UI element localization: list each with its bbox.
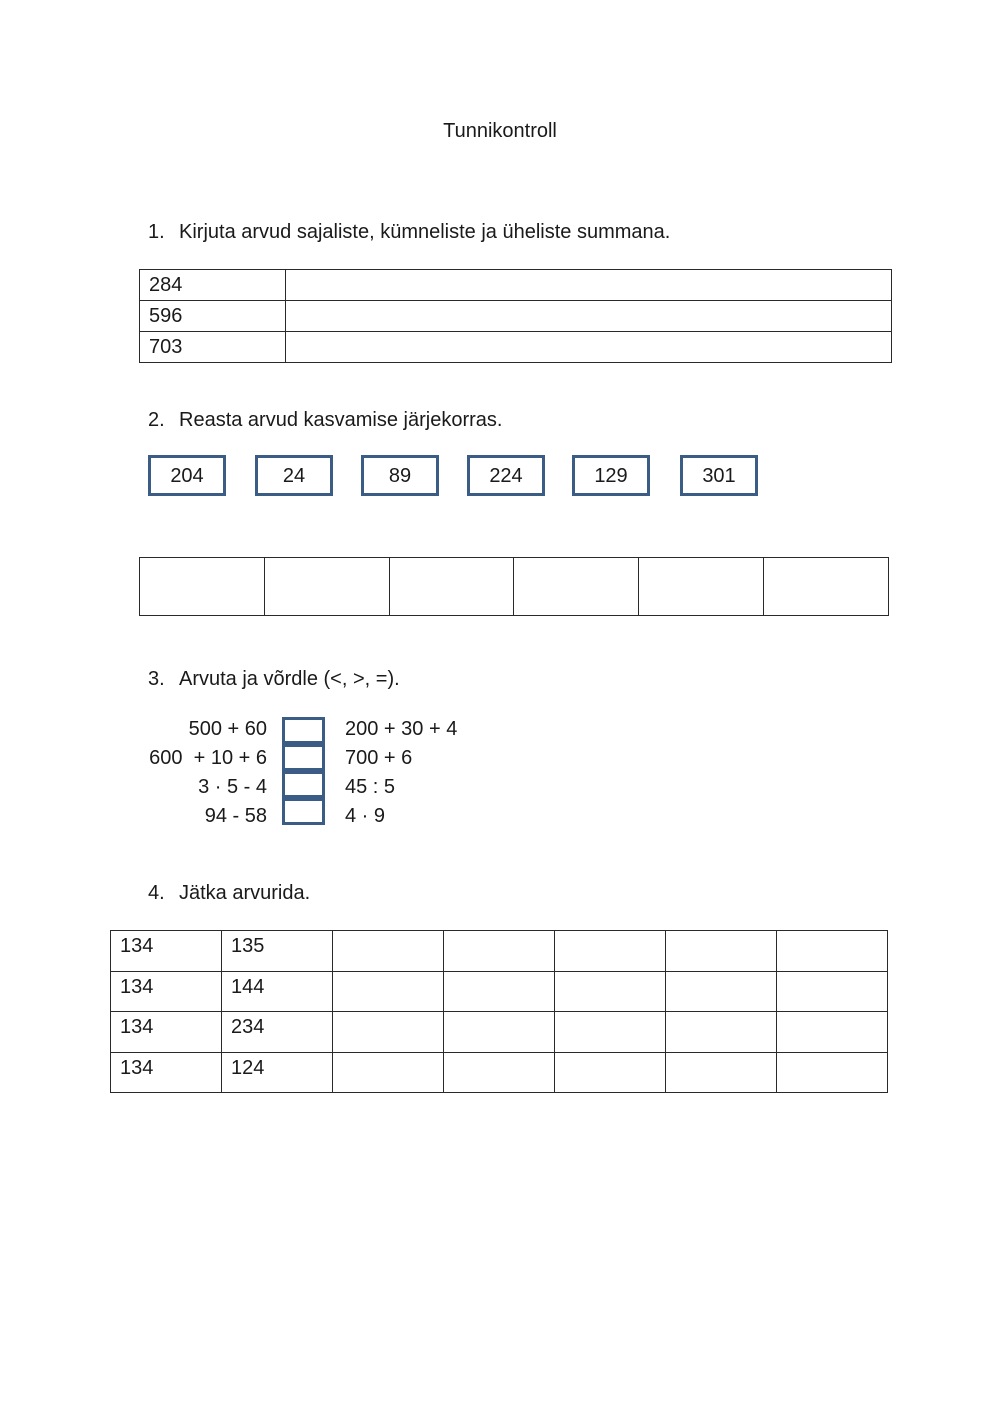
- answer-cell[interactable]: [666, 1012, 777, 1053]
- comparison-left-column: [100, 715, 267, 831]
- comparison-answer-box[interactable]: [282, 798, 325, 825]
- question-4-text: Jätka arvurida.: [179, 882, 311, 904]
- question-2-number: 2.: [148, 409, 165, 431]
- answer-cell[interactable]: [555, 1052, 666, 1093]
- answer-cell[interactable]: [286, 301, 892, 332]
- table-row: [111, 1012, 888, 1053]
- decomposition-table: [139, 269, 892, 363]
- number-cell: 703: [140, 332, 286, 363]
- expression-right: 4 · 9: [345, 805, 386, 827]
- table-row: [140, 301, 892, 332]
- sequence-cell: 134: [111, 1052, 222, 1093]
- answer-cell[interactable]: [286, 332, 892, 363]
- comparison-answer-box[interactable]: [282, 717, 325, 744]
- answer-cell[interactable]: [444, 931, 555, 972]
- sequence-cell: 134: [111, 971, 222, 1012]
- answer-cell[interactable]: [286, 270, 892, 301]
- table-row: [111, 931, 888, 972]
- comparison-answer-box[interactable]: [282, 771, 325, 798]
- expression-left: 600 + 10 + 6: [149, 747, 267, 769]
- answer-cell[interactable]: [777, 971, 888, 1012]
- drop-slot[interactable]: [764, 558, 889, 616]
- drop-slot[interactable]: [389, 558, 514, 616]
- answer-cell[interactable]: [666, 971, 777, 1012]
- answer-cell[interactable]: [555, 971, 666, 1012]
- answer-cell[interactable]: [444, 1052, 555, 1093]
- ordering-table: [139, 557, 889, 616]
- table-row: [111, 1052, 888, 1093]
- question-1: [148, 221, 670, 244]
- table-row: [140, 558, 889, 616]
- table-row: [111, 971, 888, 1012]
- drop-slot[interactable]: [514, 558, 639, 616]
- question-3-text: Arvuta ja võrdle (<, >, =).: [179, 668, 400, 690]
- question-2: [148, 409, 502, 432]
- answer-cell[interactable]: [444, 971, 555, 1012]
- sequence-cell: 135: [222, 931, 333, 972]
- question-2-text: Reasta arvud kasvamise järjekorras.: [179, 409, 503, 431]
- answer-cell[interactable]: [777, 1012, 888, 1053]
- table-row: [140, 332, 892, 363]
- question-4: [148, 882, 310, 905]
- sequence-cell: 134: [111, 1012, 222, 1053]
- answer-cell[interactable]: [444, 1012, 555, 1053]
- answer-cell[interactable]: [555, 931, 666, 972]
- drop-slot[interactable]: [639, 558, 764, 616]
- number-tile[interactable]: 89: [361, 455, 439, 496]
- table-row: [140, 270, 892, 301]
- answer-cell[interactable]: [555, 1012, 666, 1053]
- number-cell: 284: [140, 270, 286, 301]
- comparison-answer-box[interactable]: [282, 744, 325, 771]
- expression-left: 3 · 5 - 4: [198, 776, 267, 798]
- number-tile[interactable]: 24: [255, 455, 333, 496]
- sequence-table: [110, 930, 888, 1093]
- number-tile[interactable]: 204: [148, 455, 226, 496]
- question-3-number: 3.: [148, 668, 165, 690]
- sequence-cell: 144: [222, 971, 333, 1012]
- sequence-cell: 234: [222, 1012, 333, 1053]
- answer-cell[interactable]: [333, 1052, 444, 1093]
- question-1-number: 1.: [148, 221, 165, 243]
- answer-cell[interactable]: [777, 1052, 888, 1093]
- expression-right: 45 : 5: [345, 776, 396, 798]
- number-cell: 596: [140, 301, 286, 332]
- answer-cell[interactable]: [333, 931, 444, 972]
- expression-left: 94 - 58: [204, 805, 267, 827]
- drop-slot[interactable]: [264, 558, 389, 616]
- answer-cell[interactable]: [666, 931, 777, 972]
- number-tile[interactable]: 129: [572, 455, 650, 496]
- number-tile[interactable]: 224: [467, 455, 545, 496]
- sequence-cell: 134: [111, 931, 222, 972]
- comparison-right-column: [345, 715, 457, 831]
- sequence-cell: 124: [222, 1052, 333, 1093]
- expression-right: 700 + 6: [345, 747, 413, 769]
- expression-right: 200 + 30 + 4: [345, 718, 458, 740]
- answer-cell[interactable]: [777, 931, 888, 972]
- answer-cell[interactable]: [333, 1012, 444, 1053]
- number-tile[interactable]: 301: [680, 455, 758, 496]
- answer-cell[interactable]: [333, 971, 444, 1012]
- drop-slot[interactable]: [140, 558, 265, 616]
- expression-left: 500 + 60: [188, 718, 267, 740]
- page-title: Tunnikontroll: [443, 120, 557, 142]
- question-3: [148, 668, 400, 691]
- question-4-number: 4.: [148, 882, 165, 904]
- answer-cell[interactable]: [666, 1052, 777, 1093]
- question-1-text: Kirjuta arvud sajaliste, kümneliste ja üheliste summana.: [179, 221, 671, 243]
